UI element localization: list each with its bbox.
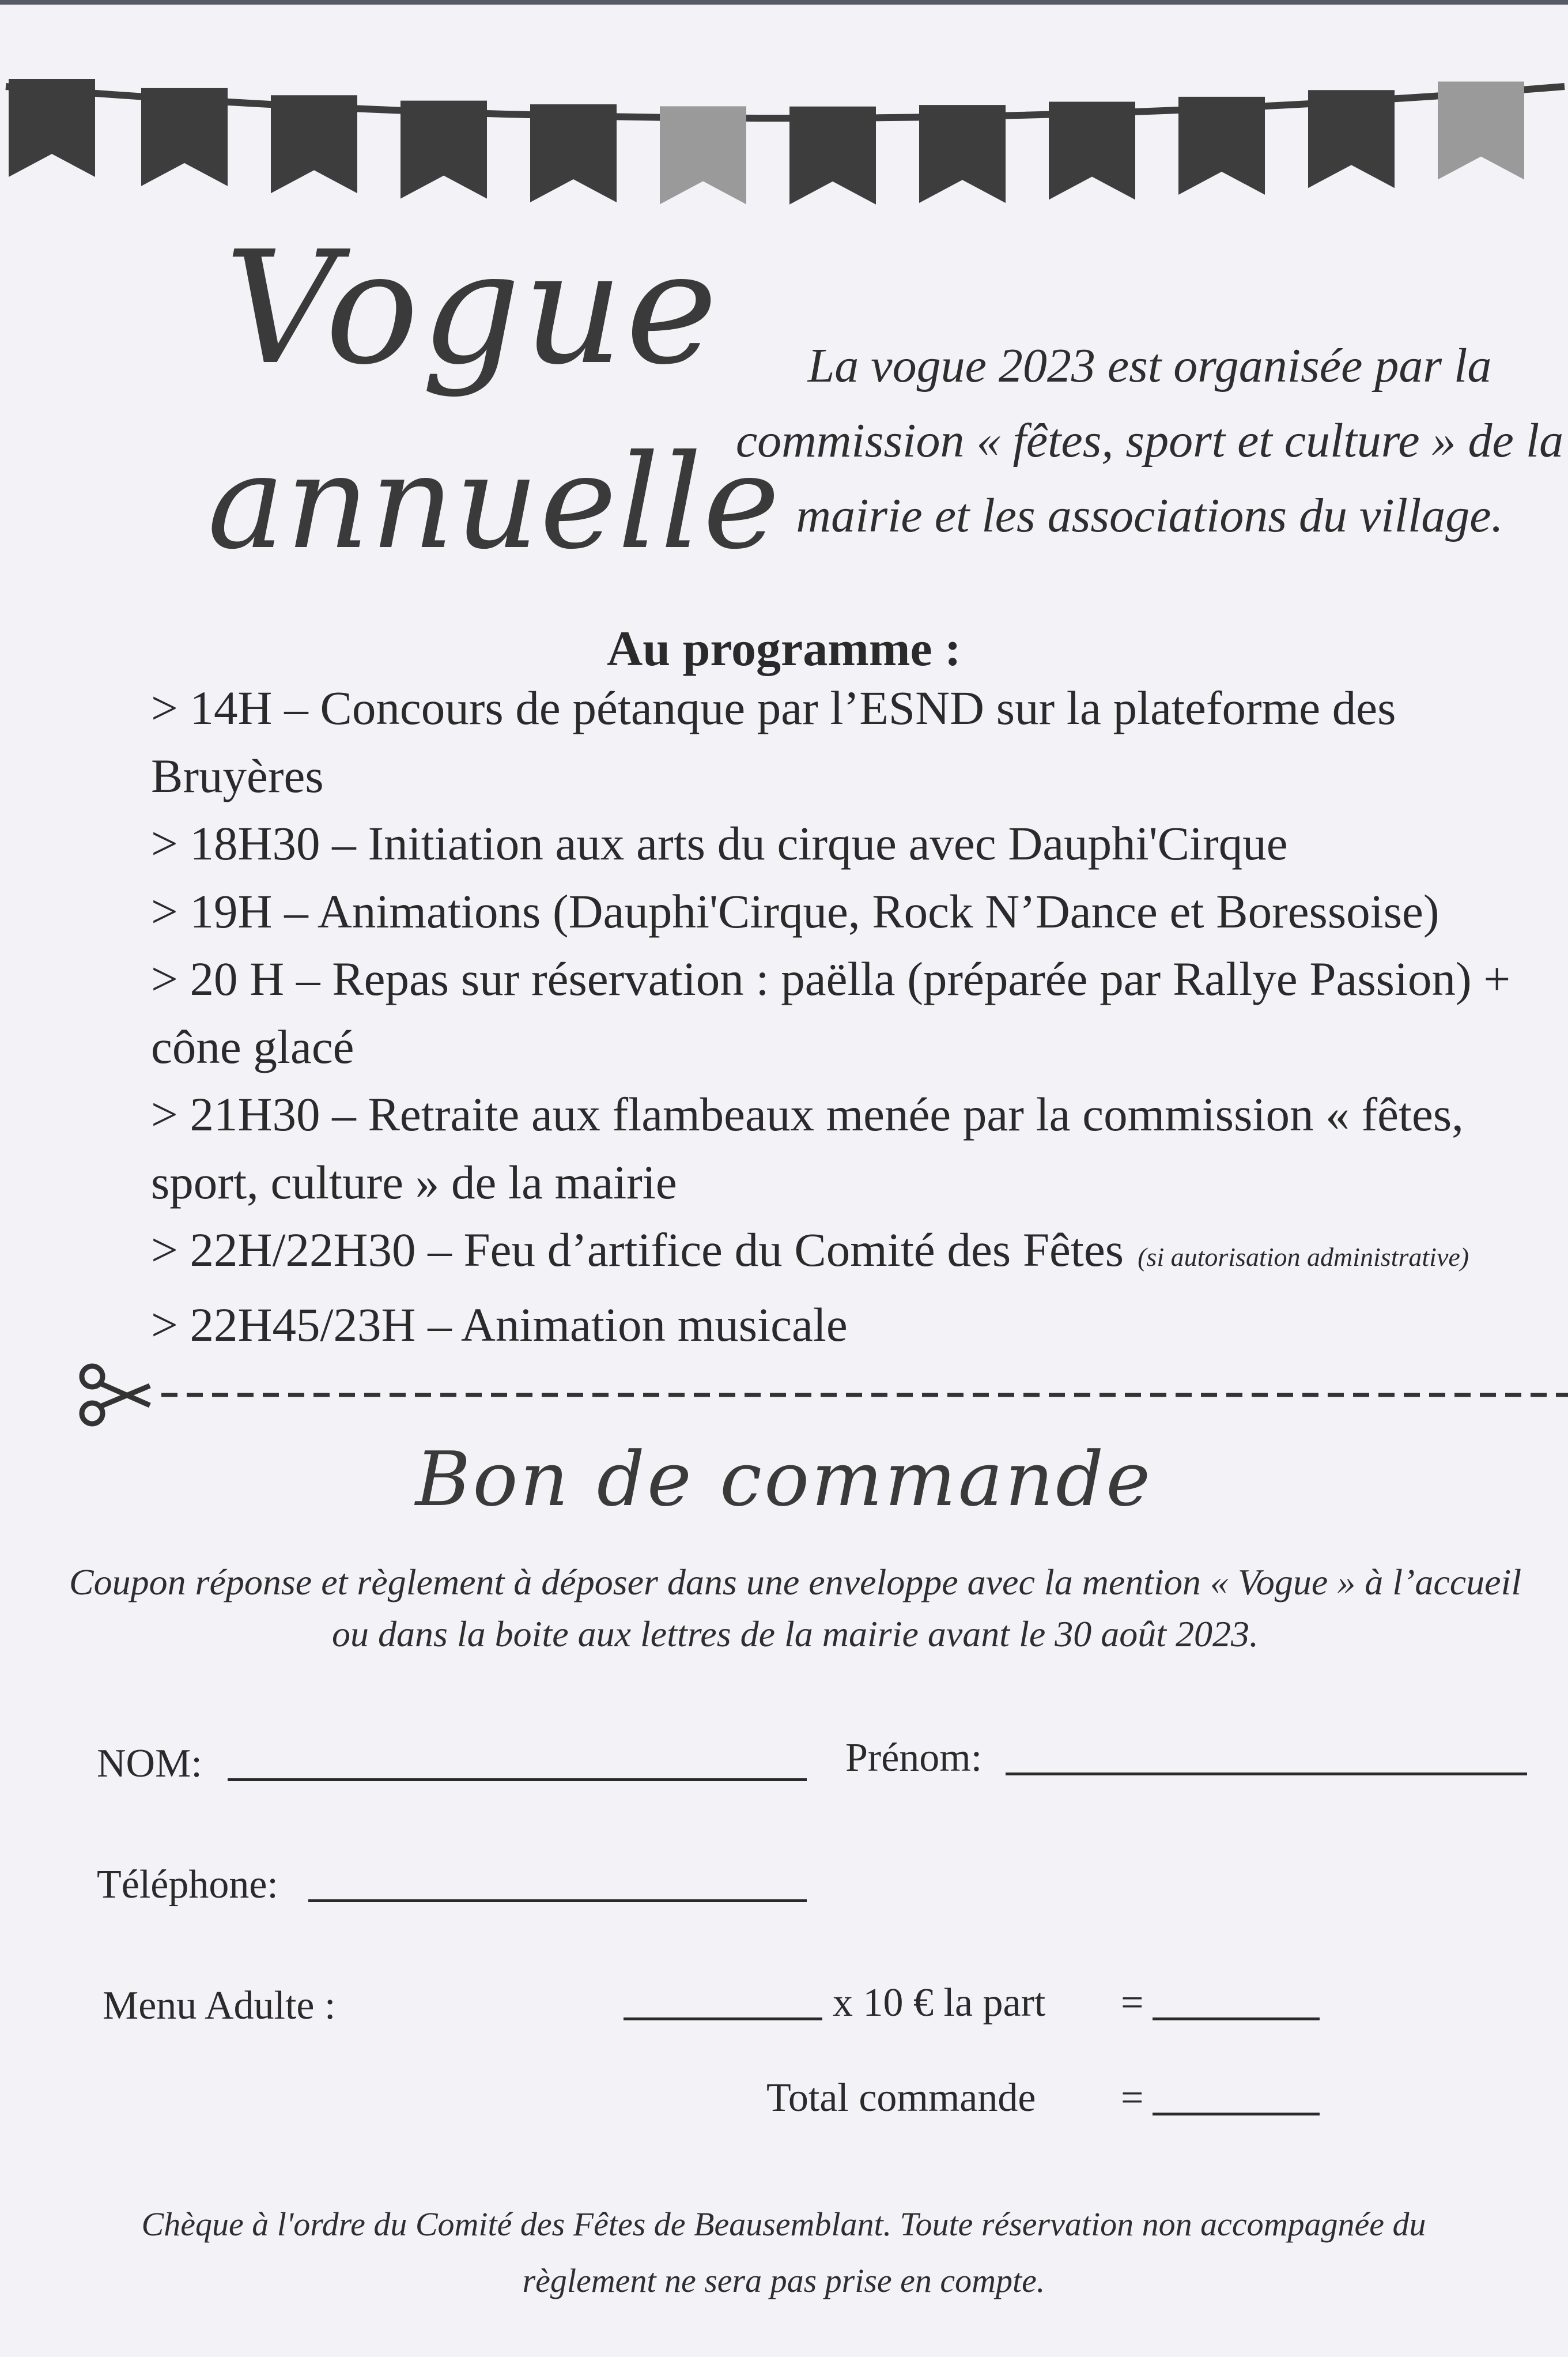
menu-price: x 10 € la part: [833, 1981, 1046, 2025]
telephone-label: Téléphone:: [97, 1862, 278, 1907]
intro-text: La vogue 2023 est organisée par la commission « fêtes, sport et culture » de la mairie et les associations du village.: [735, 339, 1564, 542]
prenom-label: Prénom:: [845, 1736, 983, 1780]
menu-equals: =: [1121, 1981, 1144, 2025]
program-item: [151, 1081, 1551, 1216]
total-label: Total commande: [766, 2076, 1036, 2120]
total-field[interactable]: [1153, 2113, 1320, 2115]
title-vogue: Vogue: [225, 217, 720, 399]
program-item: [151, 1216, 1551, 1291]
page-top-edge: [0, 0, 1568, 5]
bunting-flag: [400, 101, 487, 199]
program-item: [151, 945, 1551, 1081]
program-list: [151, 674, 1551, 1359]
order-title: Bon de commande: [415, 1435, 1153, 1523]
telephone-field[interactable]: [308, 1899, 807, 1902]
program-item-text: > 22H45/23H – Animation musicale: [151, 1298, 848, 1351]
prenom-field[interactable]: [1006, 1773, 1527, 1775]
title-annuelle: annuelle: [207, 427, 781, 578]
program-item-text: > 19H – Animations (Dauphi'Cirque, Rock N’Dance et Boressoise): [151, 884, 1439, 938]
bunting-flag: [919, 105, 1006, 203]
bunting-flag: [9, 79, 95, 177]
bunting-flag: [660, 106, 746, 204]
program-item-text: > 14H – Concours de pétanque par l’ESND sur la plateforme des Bruyères: [151, 681, 1396, 802]
bunting-flag: [1308, 90, 1395, 188]
program-item-text: > 20 H – Repas sur réservation : paëlla (préparée par Rallye Passion) + cône glacé: [151, 952, 1511, 1073]
program-item: [151, 674, 1551, 810]
program-heading: Au programme :: [607, 621, 961, 676]
bunting-flag: [271, 95, 357, 193]
coupon-instructions: Coupon réponse et règlement à déposer dans une enveloppe avec la mention « Vogue » à l’accueil ou dans la boite aux lettres de la mairie avant le 30 août 2023.: [69, 1562, 1522, 1654]
program-item: [151, 810, 1551, 878]
program-item-text: > 21H30 – Retraite aux flambeaux menée par la commission « fêtes, sport, culture » de la mairie: [151, 1088, 1464, 1209]
bunting-flag: [1438, 82, 1524, 180]
menu-quantity-field[interactable]: [624, 2017, 822, 2020]
payment-footer: Chèque à l'ordre du Comité des Fêtes de Beausemblant. Toute réservation non accompagnée du règlement ne sera pas prise en compte.: [141, 2205, 1426, 2299]
bunting-flag: [1178, 97, 1265, 195]
program-item-text: > 18H30 – Initiation aux arts du cirque avec Dauphi'Cirque: [151, 817, 1288, 870]
menu-adulte-label: Menu Adulte :: [103, 1983, 336, 2028]
program-item-text: > 22H/22H30 – Feu d’artifice du Comité des Fêtes: [151, 1223, 1124, 1276]
menu-subtotal-field[interactable]: [1153, 2017, 1320, 2020]
bunting-flag: [141, 88, 228, 186]
bunting-flag: [530, 104, 617, 202]
total-equals: =: [1121, 2076, 1144, 2120]
cut-line: [75, 1360, 1568, 1430]
program-item: [151, 878, 1551, 946]
bunting-flag: [789, 107, 876, 205]
nom-field[interactable]: [228, 1778, 807, 1781]
scissors-icon: [82, 1366, 150, 1424]
nom-label: NOM:: [97, 1741, 202, 1786]
program-item-note: (si autorisation administrative): [1138, 1242, 1469, 1272]
bunting-flag: [1049, 102, 1135, 200]
program-item: [151, 1291, 1551, 1359]
